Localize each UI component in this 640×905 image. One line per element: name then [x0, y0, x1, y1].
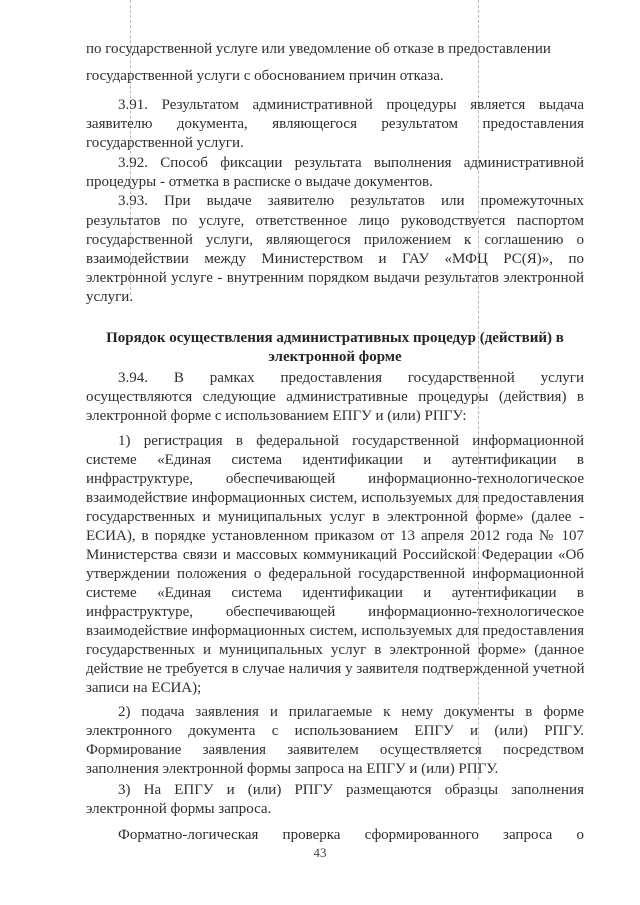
text-line: ЕСИА), в порядке установленном приказом от 13 апреля 2012 года № 107	[86, 528, 584, 544]
text-line: утверждении положения о федеральной государственной информационной	[86, 566, 584, 582]
text-line: системе «Единая система идентификации и аутентификации в	[86, 585, 584, 601]
text-line: действие не требуется в случае наличия у заявителя подтвержденной учетной	[86, 661, 585, 677]
text-line: государственной услуги, являющегося приложением к соглашению о	[86, 232, 584, 248]
text-line: электронного документа с использованием ЕПГУ и (или) РПГУ.	[86, 723, 584, 739]
text-line: осуществляются следующие административные процедуры (действия) в	[86, 389, 584, 405]
text-line: 3.94. В рамках предоставления государственной услуги	[118, 370, 584, 386]
text-line: заполнения электронной формы запроса на ЕПГУ и (или) РПГУ.	[86, 761, 499, 777]
text-line: Министерства связи и массовых коммуникаций Российской Федерации «Об	[86, 547, 584, 563]
text-line: заявителю документа, являющегося результатом предоставления	[86, 116, 584, 132]
page-number: 43	[313, 845, 327, 860]
text-line: государственных и муниципальных услуг в электронной форме» (данное	[86, 642, 584, 658]
list-item: 2) подача заявления и прилагаемые к нему документы в форме	[118, 704, 584, 720]
text-line: системе «Единая система идентификации и аутентификации в	[86, 452, 584, 468]
text-line: электронной услуге - внутренним порядком выдачи результатов электронной	[86, 270, 584, 286]
text-line: Формирование заявления заявителем осуществляется посредством	[86, 742, 584, 758]
text-line: Форматно-логическая проверка сформированного запроса о	[118, 827, 584, 843]
text-line: процедуры - отметка в расписке о выдаче документов.	[86, 174, 433, 190]
text-line: результатов по услуге, ответственное лицо руководствуется паспортом	[86, 213, 584, 229]
text-line: государственной услуги.	[86, 135, 244, 151]
text-line: инфраструктуре, обеспечивающей информационно-технологическое	[86, 604, 584, 620]
text-line: по государственной услуге или уведомление об отказе в предоставлении	[86, 41, 551, 57]
text-line: государственной услуги с обоснованием причин отказа.	[86, 68, 444, 84]
text-line: государственных и муниципальных услуг в электронной форме» (далее -	[86, 509, 584, 525]
text-line: инфраструктуре, обеспечивающей информационно-технологическое	[86, 471, 584, 487]
list-item: 3) На ЕПГУ и (или) РПГУ размещаются образцы заполнения	[118, 782, 584, 798]
text-line: электронной формы запроса.	[86, 801, 272, 817]
text-line: услуги.	[86, 289, 134, 305]
list-item: 1) регистрация в федеральной государственной информационной	[118, 433, 584, 449]
text-line: взаимодействие информационных систем, используемых для предоставления	[86, 490, 584, 506]
text-line: записи на ЕСИА);	[86, 680, 202, 696]
text-line: 3.93. При выдаче заявителю результатов или промежуточных	[118, 193, 584, 209]
section-heading: электронной форме	[268, 349, 402, 365]
text-line: взаимодействии между Министерством и ГАУ «МФЦ РС(Я)», по	[86, 251, 584, 267]
text-line: взаимодействие информационных систем, используемых для предоставления	[86, 623, 584, 639]
text-line: электронной форме с использованием ЕПГУ и (или) РПГУ:	[86, 408, 467, 424]
text-line: 3.91. Результатом административной процедуры является выдача	[118, 97, 584, 113]
section-heading: Порядок осуществления административных процедур (действий) в	[106, 330, 564, 346]
text-line: 3.92. Способ фиксации результата выполнения административной	[118, 155, 584, 171]
